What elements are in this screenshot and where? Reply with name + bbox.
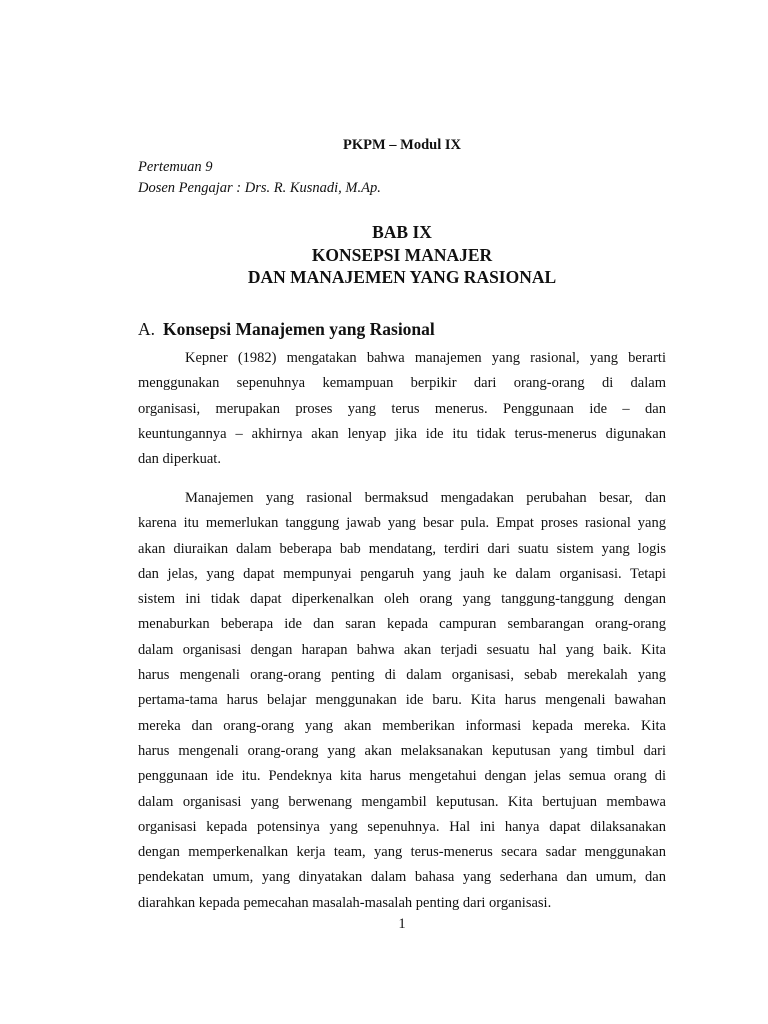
paragraph-line: menggunakan sepenuhnya kemampuan berpikir dari orang-orang di dalam bbox=[138, 375, 666, 392]
chapter-title bbox=[0, 221, 768, 289]
paragraph-line: organisasi, merupakan proses yang terus menerus. Penggunaan ide – dan bbox=[138, 400, 666, 417]
paragraph-line: harus mengenali orang-orang yang akan melaksanakan keputusan yang timbul dari bbox=[138, 742, 666, 759]
paragraph-line: organisasi kepada potensinya yang sepenuhnya. Hal ini hanya dapat dilaksanakan bbox=[138, 818, 666, 835]
paragraph-line: Kepner (1982) mengatakan bahwa manajemen yang rasional, yang berarti bbox=[185, 350, 666, 366]
paragraph-line: mereka dan orang-orang yang akan memberikan informasi kepada mereka. Kita bbox=[138, 717, 666, 734]
paragraph-line: sistem ini tidak dapat diperkenalkan oleh orang yang tanggung-tanggung dengan bbox=[138, 591, 666, 608]
module-header: PKPM – Modul IX bbox=[342, 137, 461, 153]
meta-info bbox=[138, 157, 381, 199]
paragraph-2 bbox=[138, 486, 666, 916]
paragraph-line: akan diuraikan dalam beberapa bab mendatang, terdiri dari suatu sistem yang logis bbox=[138, 540, 666, 557]
paragraph-line: Manajemen yang rasional bermaksud mengadakan perubahan besar, dan bbox=[185, 490, 666, 506]
paragraph-line: karena itu memerlukan tanggung jawab yang besar pula. Empat proses rasional yang bbox=[138, 515, 666, 532]
page-number: 1 bbox=[398, 916, 406, 932]
section-heading bbox=[138, 318, 435, 340]
paragraph-line: dalam organisasi dengan harapan bahwa akan terjadi sesuatu hal yang baik. Kita bbox=[138, 641, 666, 658]
paragraph-line: diarahkan kepada pemecahan masalah-masalah penting dari organisasi. bbox=[138, 894, 552, 911]
paragraph-line: dengan memperkenalkan kerja team, yang terus-menerus secara sadar menggunakan bbox=[138, 844, 666, 861]
meeting-label: Pertemuan 9 bbox=[138, 159, 213, 175]
paragraph-line: dalam organisasi yang berwenang mengambil keputusan. Kita bertujuan membawa bbox=[138, 793, 666, 810]
chapter-title-line-1: KONSEPSI MANAJER bbox=[311, 244, 493, 265]
paragraph-line: dan diperkuat. bbox=[138, 451, 221, 468]
lecturer-label: Dosen Pengajar : Drs. R. Kusnadi, M.Ap. bbox=[138, 180, 381, 196]
paragraph-line: pertama-tama harus belajar menggunakan ide baru. Kita harus mengenali bawahan bbox=[138, 692, 666, 709]
paragraph-line: menaburkan beberapa ide dan saran kepada campuran sembarangan orang-orang bbox=[138, 616, 666, 633]
paragraph-line: penggunaan ide itu. Pendeknya kita harus mengetahui dengan jelas semua orang di bbox=[138, 768, 666, 785]
paragraph-line: harus mengenali orang-orang penting di dalam organisasi, sebab merekalah yang bbox=[138, 667, 666, 684]
paragraph-line: pendekatan umum, yang dinyatakan dalam bahasa yang sederhana dan umum, dan bbox=[138, 869, 666, 886]
section-title: Konsepsi Manajemen yang Rasional bbox=[163, 319, 435, 339]
chapter-number: BAB IX bbox=[372, 222, 432, 242]
section-letter: A. bbox=[138, 319, 156, 339]
paragraph-line: dan jelas, yang dapat mempunyai pengaruh yang jauh ke dalam organisasi. Tetapi bbox=[138, 565, 666, 582]
chapter-title-line-2: DAN MANAJEMEN YANG RASIONAL bbox=[247, 267, 557, 287]
paragraph-1 bbox=[138, 346, 666, 472]
paragraph-line: keuntungannya – akhirnya akan lenyap jika ide itu tidak terus-menerus digunakan bbox=[138, 425, 666, 442]
